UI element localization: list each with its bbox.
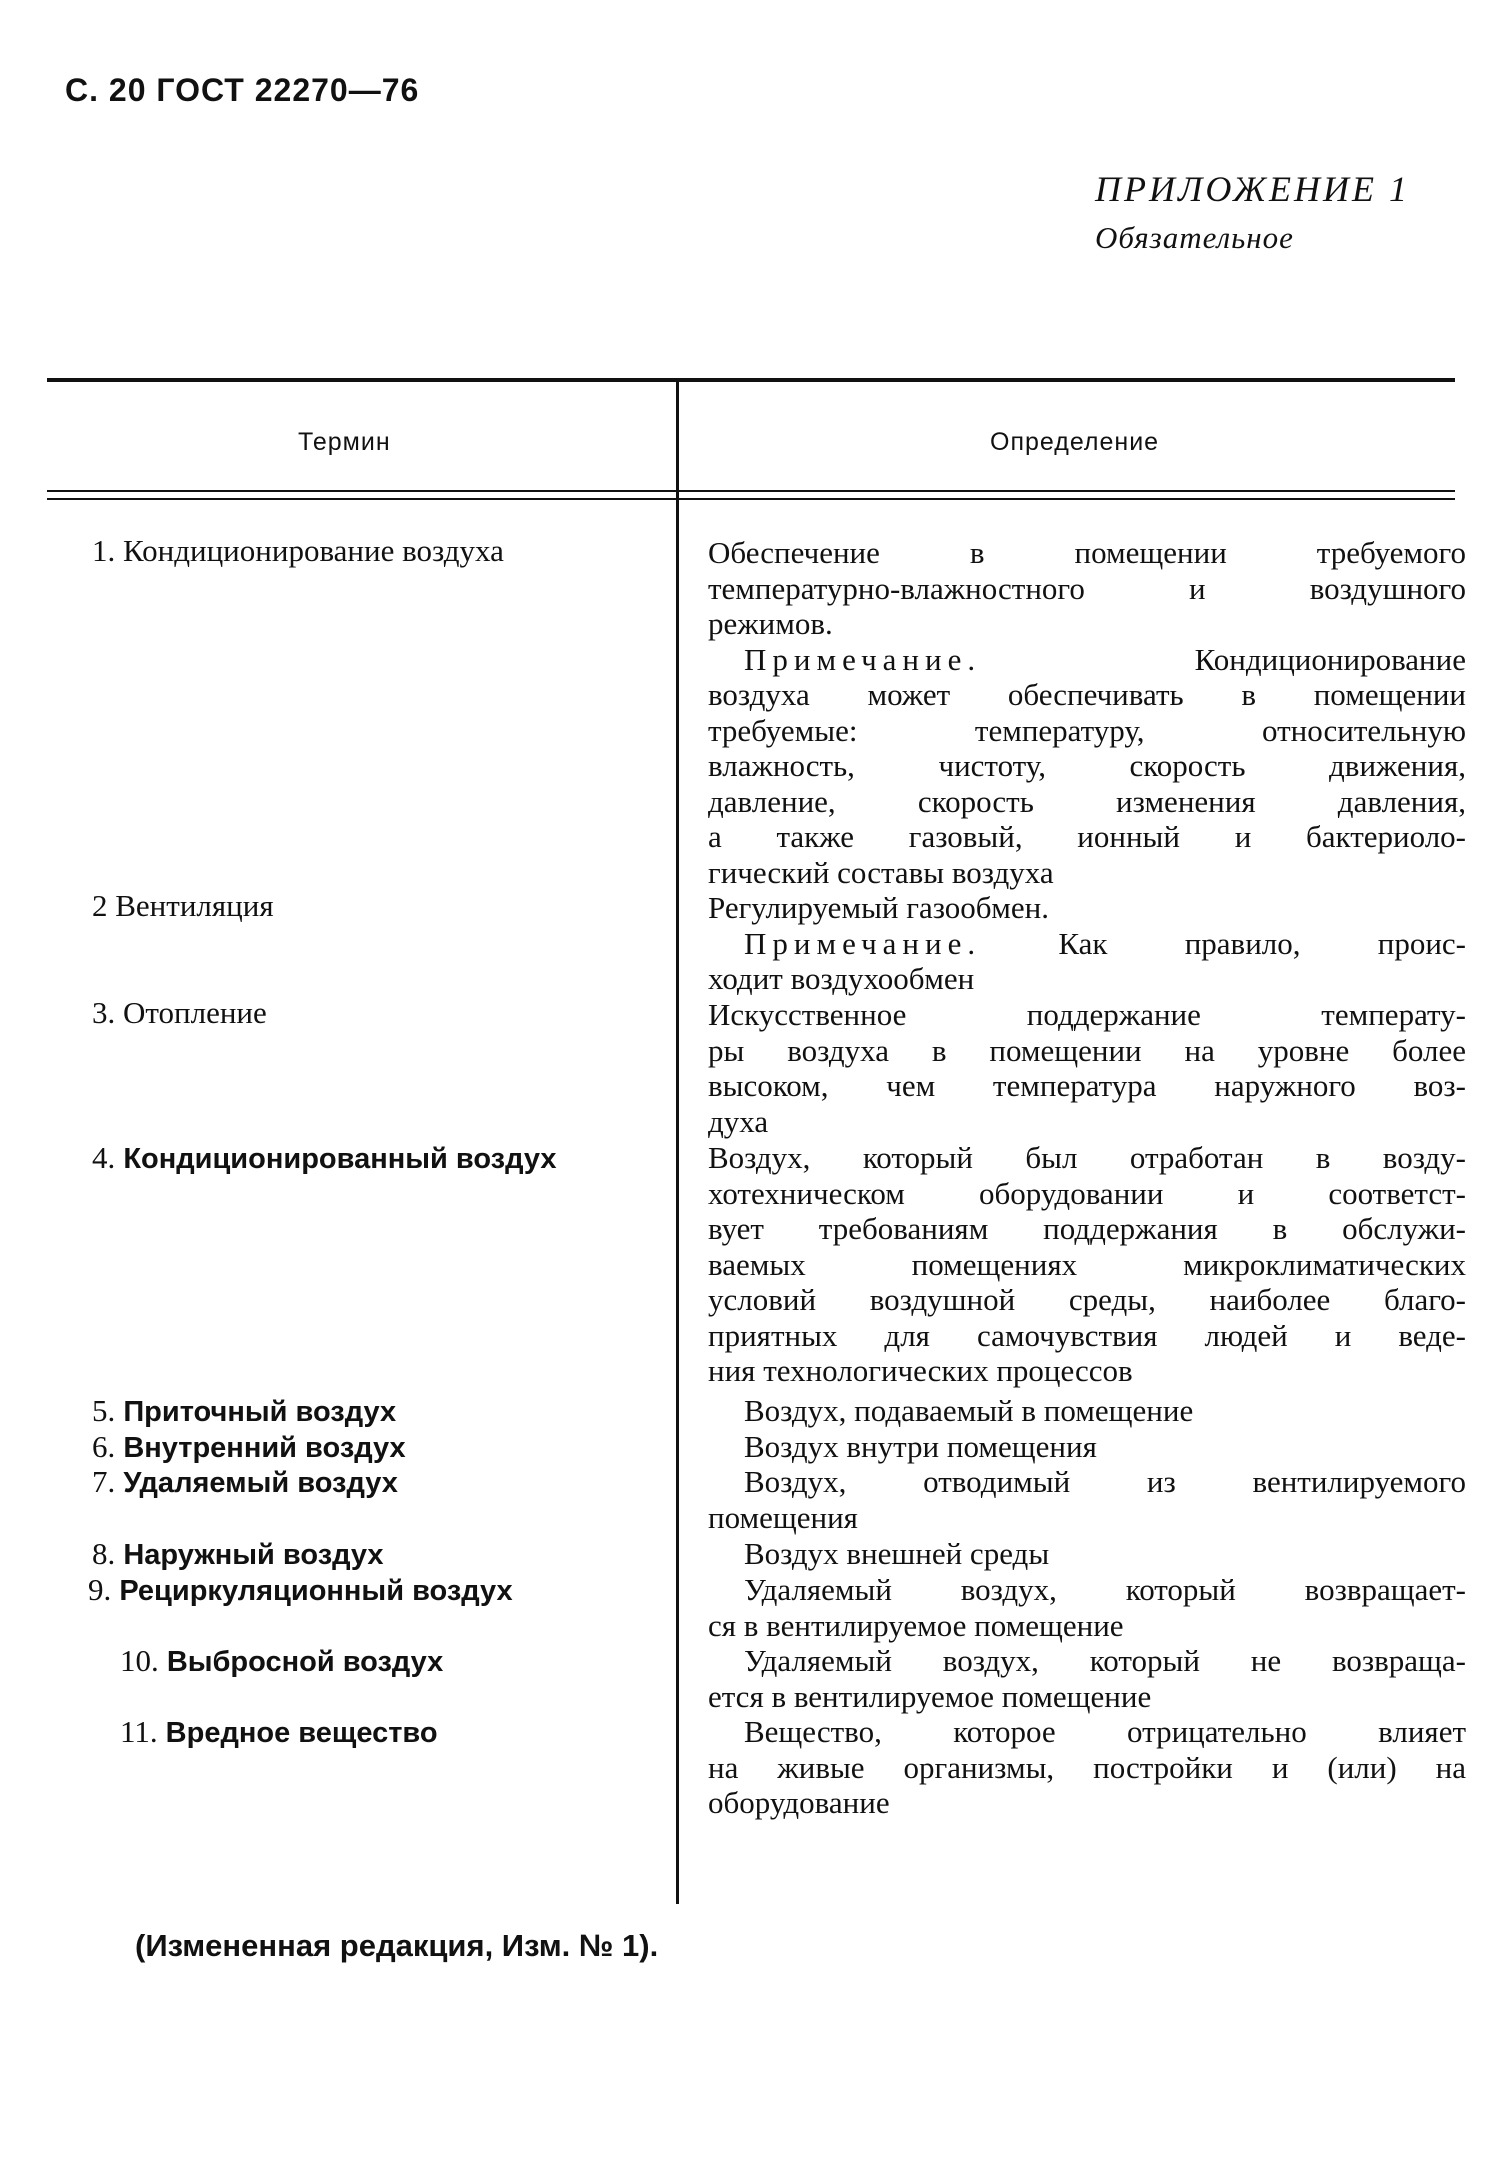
- definition-8: Воздух внешней среды: [744, 1536, 1050, 1571]
- definition-6: Воздух внутри помещения: [744, 1429, 1097, 1464]
- appendix-status: Обязательное: [1095, 220, 1294, 255]
- table-top-rule: [47, 378, 1455, 382]
- definition-11: Вещество, которое отрицательно влияет на живые организмы, постройки и (или) на оборудование: [708, 1714, 1466, 1820]
- column-header-definition: Определение: [990, 428, 1160, 456]
- page-header: С. 20 ГОСТ 22270—76: [65, 72, 420, 108]
- definition-2: Регулируемый газообмен. Примечание. Как правило, проис- ходит воздухообмен: [708, 890, 1467, 996]
- term-11: 11. Вредное вещество: [120, 1714, 438, 1749]
- term-7: 7. Удаляемый воздух: [92, 1464, 398, 1499]
- definition-4: Воздух, который был отработан в возду- хотехническом оборудовании и соответст- вует требованиям поддержания в обслужи- ваемых помещениях микроклиматических условий воздушной среды, наиболее благо- приятных для самочувствия людей и веде- ния технологических процессов: [708, 1140, 1466, 1388]
- definition-5: Воздух, подаваемый в помещение: [744, 1393, 1194, 1428]
- amendment-note: (Измененная редакция, Изм. № 1).: [135, 1928, 659, 1963]
- term-5: 5. Приточный воздух: [92, 1393, 397, 1428]
- term-3: 3. Отопление: [92, 995, 267, 1030]
- definition-1: Обеспечение в помещении требуемого температурно-влажностного и воздушного режимов. Примечание. Кондиционирование воздуха может обеспечивать в помещении требуемые: температуру, относительную влажность, чистоту, скорость движения, давление, скорость изменения давления, а также газовый, ионный и бактериоло- гический составы воздуха: [708, 535, 1466, 890]
- definition-10: Удаляемый воздух, который не возвраща- ется в вентилируемое помещение: [708, 1643, 1466, 1714]
- table-header-rule: [47, 490, 1455, 492]
- term-9: 9. Рециркуляционный воздух: [88, 1572, 513, 1607]
- term-6: 6. Внутренний воздух: [92, 1429, 406, 1464]
- term-8: 8. Наружный воздух: [92, 1536, 384, 1571]
- definition-9: Удаляемый воздух, который возвращает- ся в вентилируемое помещение: [708, 1572, 1466, 1643]
- term-4: 4. Кондиционированный воздух: [92, 1140, 557, 1175]
- definition-7: Воздух, отводимый из вентилируемого помещения: [708, 1464, 1466, 1535]
- appendix-title: ПРИЛОЖЕНИЕ 1: [1095, 169, 1410, 209]
- column-header-term: Термин: [298, 428, 391, 456]
- table-header-rule: [47, 498, 1455, 500]
- column-divider: [676, 382, 679, 1904]
- definition-3: Искусственное поддержание температу- ры воздуха в помещении на уровне более высоком, чем температура наружного воз- духа: [708, 997, 1466, 1139]
- term-1: 1. Кондиционирование воздуха: [92, 533, 504, 568]
- term-2: 2 Вентиляция: [92, 888, 274, 923]
- term-10: 10. Выбросной воздух: [120, 1643, 444, 1678]
